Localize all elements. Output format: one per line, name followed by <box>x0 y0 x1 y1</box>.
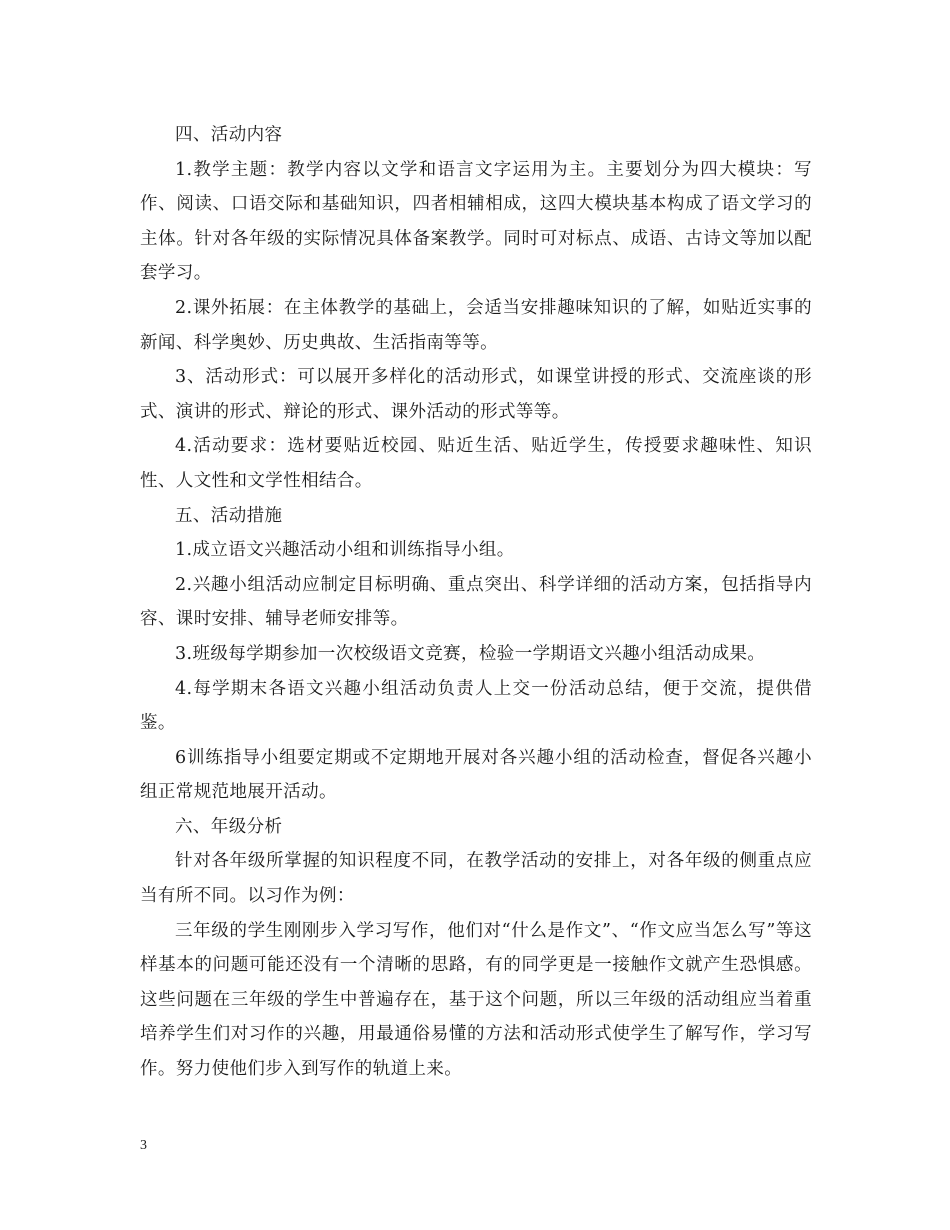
paragraph-extracurricular: 2.课外拓展：在主体教学的基础上，会适当安排趣味知识的了解，如贴近实事的新闻、科学奥妙、历史典故、生活指南等等。 <box>140 297 812 353</box>
paragraph-activity-requirements: 4.活动要求：选材要贴近校园、贴近生活、贴近学生，传授要求趣味性、知识性、人文性和文学性相结合。 <box>140 436 812 491</box>
document-body <box>140 118 812 1087</box>
page-number: 3 <box>140 1138 147 1153</box>
paragraph-activity-form: 3、活动形式：可以展开多样化的活动形式，如课堂讲授的形式、交流座谈的形式、演讲的形式、辩论的形式、课外活动的形式等等。 <box>140 367 812 422</box>
paragraph-measure-2: 2.兴趣小组活动应制定目标明确、重点突出、科学详细的活动方案，包括指导内容、课时安排、辅导老师安排等。 <box>140 574 812 630</box>
section-heading-activity-measures: 五、活动措施 <box>175 505 283 526</box>
paragraph-measure-4: 4.每学期末各语文兴趣小组活动负责人上交一份活动总结，便于交流，提供借鉴。 <box>140 678 812 734</box>
paragraph-measure-1: 1.成立语文兴趣活动小组和训练指导小组。 <box>175 540 515 561</box>
section-heading-activity-content: 四、活动内容 <box>175 125 283 145</box>
paragraph-grade-three: 三年级的学生刚刚步入学习写作，他们对“什么是作文”、“作文应当怎么写”等这样基本的问题可能还没有一个清晰的思路，有的同学更是一接触作文就产生恐惧感。这些问题在三年级的学生中普遍存在，基于这个问题，所以三年级的活动组应当着重培养学生们对习作的兴趣，用最通俗易懂的方法和活动形式使学生了解写作，学习写作。努力使他们步入到写作的轨道上来。 <box>140 920 812 1080</box>
paragraph-grade-intro: 针对各年级所掌握的知识程度不同，在教学活动的安排上，对各年级的侧重点应当有所不同。以习作为例： <box>140 851 812 907</box>
section-heading-grade-analysis: 六、年级分析 <box>175 816 283 837</box>
paragraph-measure-3: 3.班级每学期参加一次校级语文竞赛，检验一学期语文兴趣小组活动成果。 <box>175 643 766 664</box>
paragraph-measure-6: 6训练指导小组要定期或不定期地开展对各兴趣小组的活动检查，督促各兴趣小组正常规范地展开活动。 <box>140 747 812 803</box>
paragraph-teaching-theme: 1.教学主题：教学内容以文学和语言文字运用为主。主要划分为四大模块：写作、阅读、口语交际和基础知识，四者相辅相成，这四大模块基本构成了语文学习的主体。针对各年级的实际情况具体备案教学。同时可对标点、成语、古诗文等加以配套学习。 <box>140 159 812 284</box>
